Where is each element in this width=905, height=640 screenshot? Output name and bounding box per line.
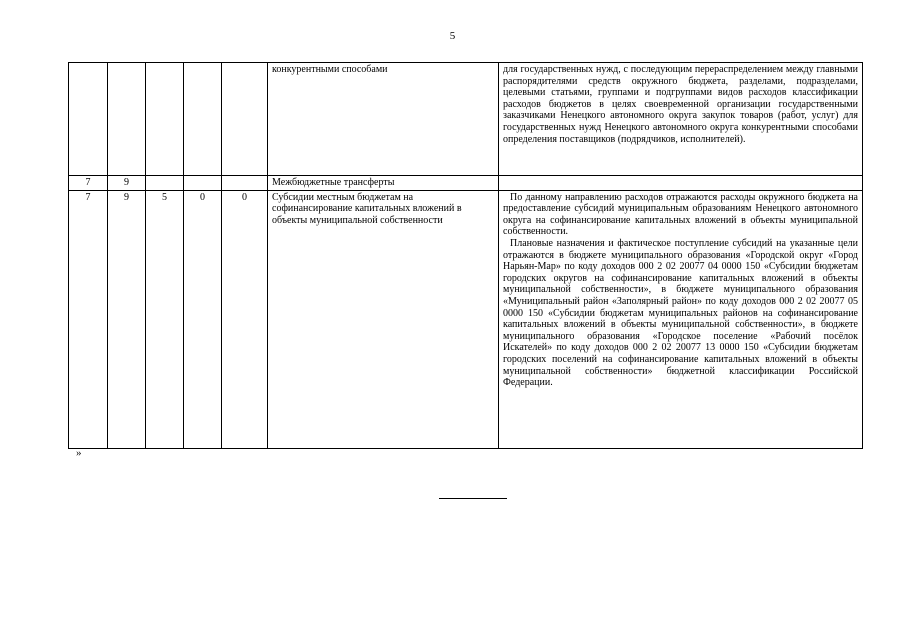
code-cell-1: 7 [69, 176, 108, 191]
code-cell-3 [146, 176, 184, 191]
description-cell [499, 176, 863, 191]
footer-rule [439, 498, 507, 499]
expense-name-cell: конкурентными способами [268, 63, 499, 176]
code-cell-4 [184, 63, 222, 176]
closing-quote: » [76, 447, 82, 459]
code-cell-4: 0 [184, 190, 222, 448]
page-number: 5 [449, 30, 456, 42]
code-cell-5 [222, 63, 268, 176]
code-cell-2: 9 [108, 176, 146, 191]
code-cell-3: 5 [146, 190, 184, 448]
code-cell-2: 9 [108, 190, 146, 448]
expense-name-cell: Субсидии местным бюджетам на софинансирование капитальных вложений в объекты муниципальной собственности [268, 190, 499, 448]
code-cell-3 [146, 63, 184, 176]
code-cell-5 [222, 176, 268, 191]
table-row [69, 176, 863, 191]
expense-name-cell: Межбюджетные трансферты [268, 176, 499, 191]
description-cell [499, 63, 863, 176]
table-row [69, 190, 863, 448]
code-cell-4 [184, 176, 222, 191]
code-cell-2 [108, 63, 146, 176]
budget-classification-table [68, 62, 863, 449]
code-cell-1 [69, 63, 108, 176]
description-paragraph: Плановые назначения и фактическое поступление субсидий на указанные цели отражаются в бюджете муниципального образования «Городской округ «Город Нарьян-Мар» по коду доходов 000 2 02 20077 04 0000 150 «Субсидии бюджетам городских округов на софинансирование капитальных вложений в объекты муниципальной собственности», в бюджете муниципального образования «Муниципальный район «Заполярный район» по коду доходов 000 2 02 20077 05 0000 150 «Субсидии бюджетам муниципальных районов на софинансирование капитальных вложений в объекты муниципальной собственности», в бюджете муниципального образования «Городское поселение «Рабочий посёлок Искателей» по коду доходов 000 2 02 20077 13 0000 150 «Субсидии бюджетам городских поселений на софинансирование капитальных вложений в объекты муниципальной собственности» бюджетной классификации Российской Федерации. [503, 237, 858, 389]
description-paragraph: По данному направлению расходов отражаются расходы окружного бюджета на предоставление субсидий муниципальным образованиям Ненецкого автономного округа на софинансирование капитальных вложений в объекты муниципальной собственности. [503, 191, 858, 238]
description-paragraph: для государственных нужд, с последующим перераспределением между главными распорядителями средств окружного бюджета, разделами, подразделами, целевыми статьями, группами и подгруппами видов расходов классификации расходов бюджетов в целях своевременной организации государственными заказчиками Ненецкого автономного округа закупок товаров (работ, услуг) для государственных нужд Ненецкого автономного округа конкурентными способами определения поставщиков (подрядчиков, исполнителей). [503, 64, 858, 145]
table-row [69, 63, 863, 176]
description-cell [499, 190, 863, 448]
code-cell-5: 0 [222, 190, 268, 448]
code-cell-1: 7 [69, 190, 108, 448]
